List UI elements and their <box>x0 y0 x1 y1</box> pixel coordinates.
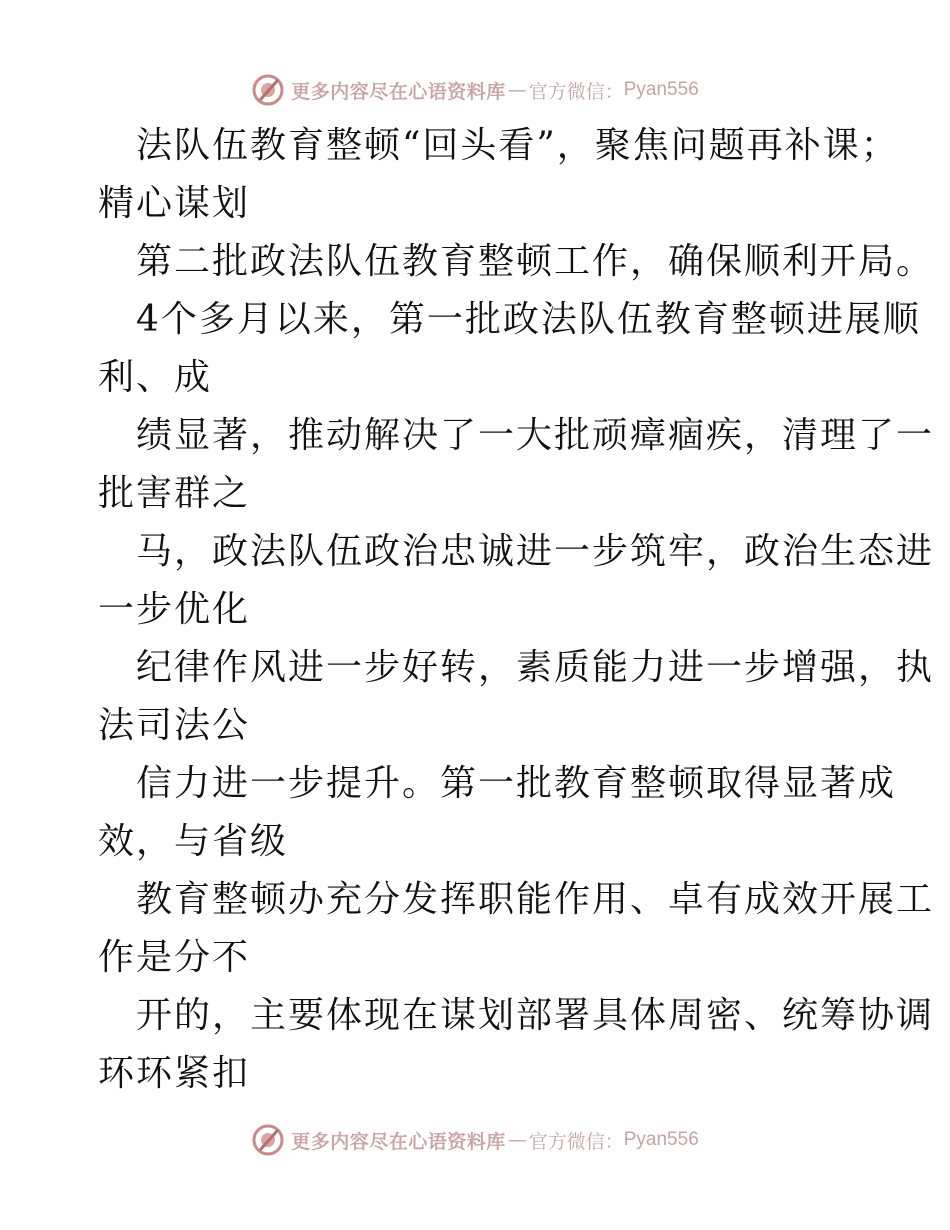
watermark-main-text: 更多内容尽在心语资料库 <box>291 1130 506 1153</box>
text-line: 精心谋划 <box>98 183 251 224</box>
watermark-main-text: 更多内容尽在心语资料库 <box>291 80 506 103</box>
text-line: 绩显著，推动解决了一大批顽瘴痼疾，清理了一 <box>136 415 935 456</box>
text-line: 纪律作风进一步好转，素质能力进一步增强，执 <box>136 647 935 688</box>
text-line: 批害群之 <box>98 473 251 514</box>
text-line: 信力进一步提升。第一批教育整顿取得显著成 <box>136 763 897 804</box>
text-line: 法队伍教育整顿“回头看”，聚焦问题再补课； <box>136 125 899 166</box>
watermark-id-text: Pyan556 <box>623 79 699 100</box>
text-line: 马，政法队伍政治忠诚进一步筑牢，政治生态进 <box>136 531 935 572</box>
brand-logo-icon <box>251 73 285 107</box>
text-line: 法司法公 <box>98 705 251 746</box>
footer-watermark <box>0 1120 950 1160</box>
text-line: 环环紧扣 <box>98 1053 251 1094</box>
text-line: 利、成 <box>98 357 213 398</box>
text-line: 4个多月以来，第一批政法队伍教育整顿进展顺 <box>136 299 921 340</box>
watermark-dash: — <box>507 79 527 101</box>
watermark-id-text: Pyan556 <box>623 1129 699 1150</box>
text-line: 开的，主要体现在谋划部署具体周密、统筹协调 <box>136 995 935 1036</box>
text-line: 效，与省级 <box>98 821 289 862</box>
document-body <box>98 117 935 1103</box>
text-line: 一步优化 <box>98 589 251 630</box>
text-line: 第二批政法队伍教育整顿工作，确保顺利开局。 <box>136 241 935 282</box>
watermark-dash: — <box>507 1129 527 1151</box>
text-line: 作是分不 <box>98 937 251 978</box>
header-watermark <box>0 70 950 110</box>
text-line: 教育整顿办充分发挥职能作用、卓有成效开展工 <box>136 879 935 920</box>
watermark-sub-text: 官方微信： <box>528 1130 624 1153</box>
watermark-sub-text: 官方微信： <box>528 80 624 103</box>
brand-logo-icon <box>251 1123 285 1157</box>
